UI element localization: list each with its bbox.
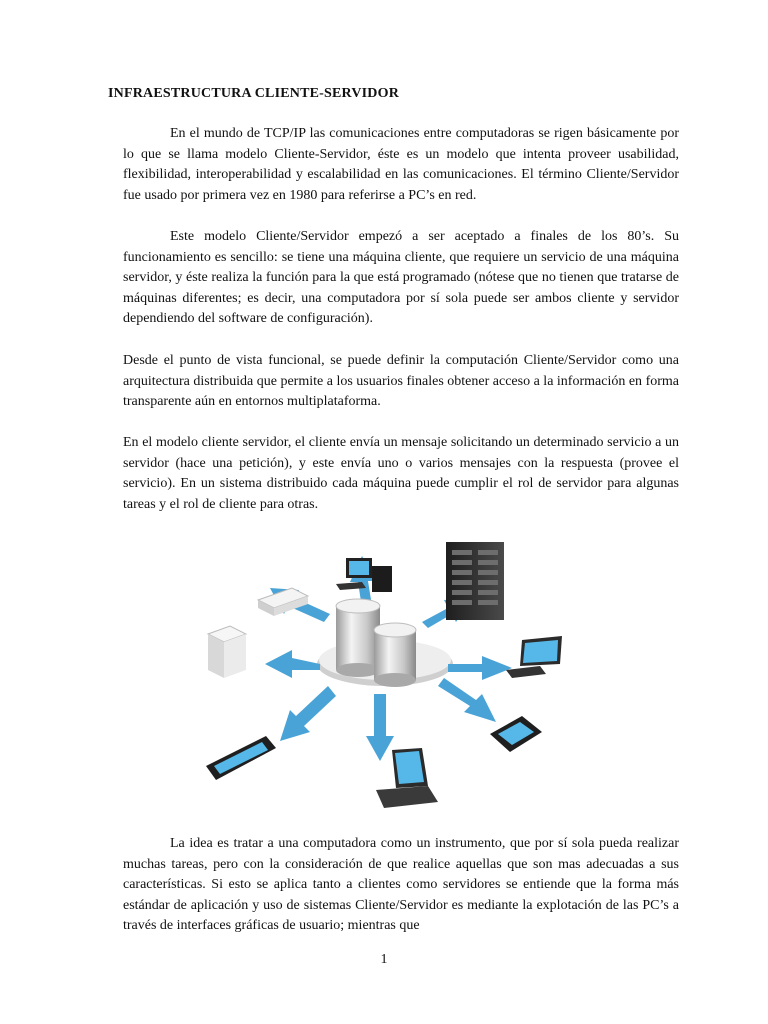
client-server-network-illustration: [200, 536, 570, 821]
small-server-box: [258, 588, 308, 616]
storage-box: [208, 626, 246, 678]
document-title: INFRAESTRUCTURA CLIENTE-SERVIDOR: [108, 86, 400, 101]
arrow-to-bottom-laptop: [366, 694, 394, 761]
paragraph-2: Este modelo Cliente/Servidor empezó a ser aceptado a finales de los 80’s. Su funcionamiento es sencillo: se tiene una máquina cliente, que requiere un servicio de una máquina servidor, y éste realiza la función para la que está programado (nótese que no tienen que tratarse de máquinas diferentes; es decir, una computadora por sí sola puede ser ambos cliente y servidor dependiendo del software de configuración).: [123, 229, 679, 326]
desktop-computer: [336, 558, 392, 592]
database-cylinder-2: [374, 623, 416, 687]
paragraph-3: Desde el punto de vista funcional, se puede definir la computación Cliente/Servidor como una arquitectura distribuida que permite a los usuarios finales obtener acceso a la información en forma transparente aún en entornos multiplataforma.: [123, 353, 679, 409]
monitor-keyboard: [506, 636, 562, 678]
smartphone-left: [206, 736, 276, 780]
database-cylinder-1: [336, 599, 380, 677]
arrow-to-left-phone: [280, 686, 336, 741]
arrow-to-right-phone: [438, 678, 496, 722]
arrow-to-left-box: [265, 650, 320, 678]
paragraph-5: La idea es tratar a una computadora como un instrumento, que por sí sola pueda realizar muchas tareas, pero con la consideración de que realice aquellas que son mas adecuadas a sus características. Si esto se aplica tanto a clientes como servidores se entiende que la forma más estándar de aplicación y uso de sistemas Cliente/Servidor es mediante la explotación de las PC’s a través de interfaces gráficas de usuario; mientras que: [123, 836, 679, 933]
page-number: 1: [380, 952, 388, 967]
arrow-to-right-monitor: [448, 656, 512, 680]
paragraph-4: En el modelo cliente servidor, el cliente envía un mensaje solicitando un determinado servicio a un servidor (hace una petición), y este envía uno o varios mensajes con la respuesta (provee el servicio). En un sistema distribuido cada máquina puede cumplir el rol de servidor para algunas tareas y el rol de cliente para otras.: [123, 435, 679, 512]
paragraph-1: En el mundo de TCP/IP las comunicaciones entre computadoras se rigen básicamente por lo que se llama modelo Cliente-Servidor, éste es un modelo que intenta proveer usabilidad, flexibilidad, interoperabilidad y escalabilidad en las comunicaciones. El término Cliente/Servidor fue usado por primera vez en 1980 para referirse a PC’s en red.: [123, 126, 679, 203]
smartphone-right: [490, 716, 542, 752]
server-rack: [446, 542, 504, 620]
laptop: [376, 748, 438, 808]
